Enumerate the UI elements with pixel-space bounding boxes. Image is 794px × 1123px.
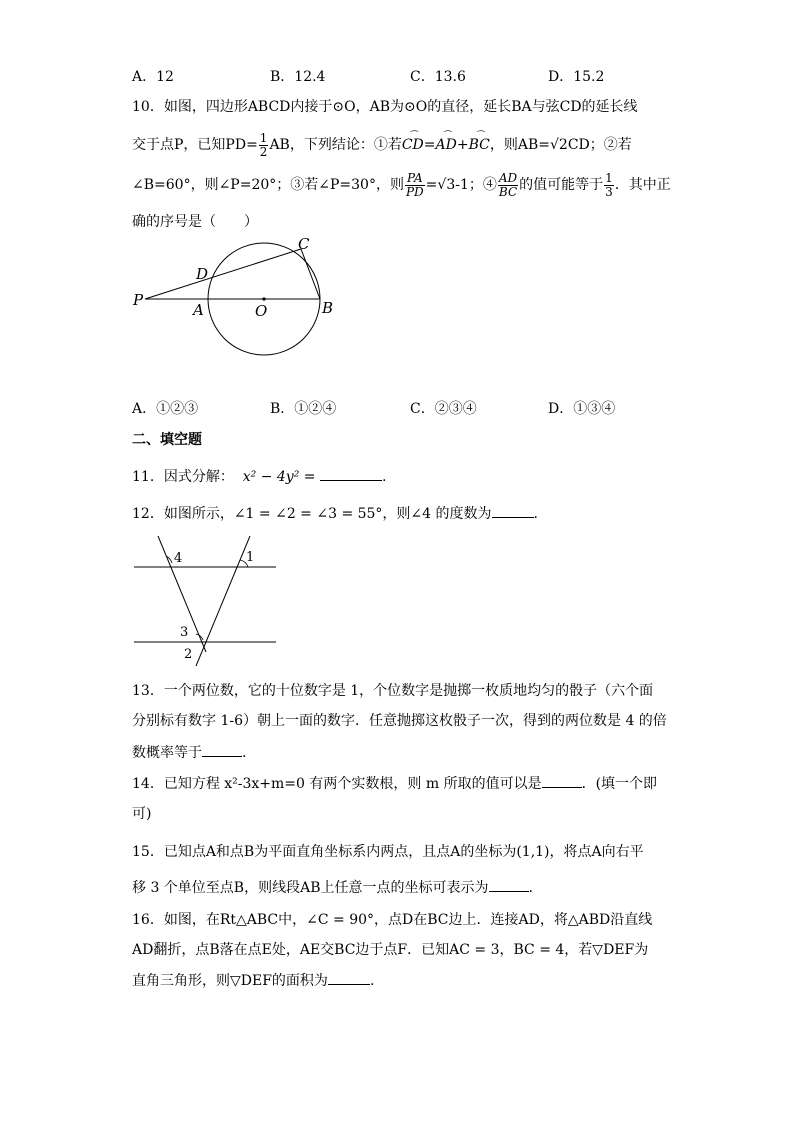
q15-answer-blank	[489, 877, 529, 892]
q11-expression: x² − 4y² =	[242, 469, 316, 485]
transversal-right	[196, 536, 250, 666]
arc-cd: ⌒ CD	[402, 128, 424, 162]
label-d: D	[196, 265, 209, 283]
q10-option-b: B．①②④	[270, 401, 337, 417]
q9-option-d: D．15.2	[548, 69, 605, 85]
label-angle-3: 3	[180, 625, 189, 640]
arc-bc: ⌒ BC	[469, 128, 490, 162]
fraction-pa-pd: $\frac{PA}{PD}$	[405, 170, 424, 199]
label-c: C	[298, 235, 310, 253]
q16-line3: 直角三角形，则▽DEF的面积为 .	[132, 970, 374, 991]
q13-line1: 13．一个两位数，它的十位数字是 1，个位数字是抛掷一枚质地均匀的骰子（六个面	[132, 683, 654, 699]
q11: 11．因式分解： x² − 4y² = .	[132, 466, 386, 487]
q16-line2: AD翻折，点B落在点E处，AE交BC边于点F．已知AC = 3，BC = 4，若▽DEF为	[132, 942, 649, 958]
label-angle-4: 4	[174, 551, 183, 566]
q10-line2: 交于点P，已知PD= $\frac{1}{2}$ AB，下列结论：①若⌒ CD=⌒ AD+⌒ BC，则AB=√2CD；②若	[132, 128, 632, 162]
fraction-ad-bc: $\frac{AD}{BC}$	[498, 170, 518, 199]
label-b: B	[322, 299, 334, 317]
q13-line2: 分别标有数字 1-6）朝上一面的数字．任意抛掷这枚骰子一次，得到的两位数是 4 的倍	[132, 713, 667, 729]
q16-answer-blank	[328, 970, 370, 985]
q12: 12．如图所示，∠1 = ∠2 = ∠3 = 55°，则∠4 的度数为 .	[132, 503, 538, 524]
q10-line1: 10．如图，四边形ABCD内接于⊙O，AB为⊙O的直径，延长BA与弦CD的延长线	[132, 99, 638, 115]
q10-line2-d: CD；②若	[567, 137, 632, 153]
q10-option-a: A．①②③	[132, 401, 199, 417]
q12-answer-blank	[492, 503, 534, 518]
section-heading-fill-in: 二、填空题	[132, 432, 202, 448]
label-angle-1: 1	[246, 550, 255, 565]
q10-option-c: C．②③④	[410, 401, 477, 417]
line-cb	[301, 249, 320, 299]
q16-line1: 16．如图，在Rt△ABC中，∠C = 90°，点D在BC边上．连接AD，将△ABD沿直线	[132, 912, 653, 928]
q13-answer-blank	[202, 742, 242, 757]
fraction-third: $\frac{1}{3}$	[605, 170, 613, 199]
q15-line2: 移 3 个单位至点B，则线段AB上任意一点的坐标可表示为 .	[132, 877, 533, 898]
q11-answer-blank	[320, 466, 382, 481]
label-p: P	[133, 291, 144, 309]
q10-line2-a: 交于点P，已知PD=	[132, 137, 258, 153]
label-angle-2: 2	[184, 647, 193, 662]
q14-line1: 14．已知方程 x²-3x+m=0 有两个实数根，则 m 所取的值可以是 ．(填一个即	[132, 773, 657, 794]
q14-answer-blank	[542, 773, 582, 788]
q10-line4: 确的序号是（ ）	[132, 214, 258, 230]
q15-line1: 15．已知点A和点B为平面直角坐标系内两点，且点A的坐标为(1,1)，将点A向右平	[132, 844, 644, 860]
q9-option-a: A．12	[132, 69, 174, 85]
figure-circle-quadrilateral	[125, 235, 345, 365]
sqrt-2: √2	[550, 137, 568, 153]
q10-line3-a: ∠B=60°，则∠P=20°；③若∠P=30°，则	[132, 177, 404, 193]
q10-line2-b: AB，下列结论：①若	[269, 137, 402, 153]
sqrt-3: √3	[437, 177, 456, 193]
q14-line2: 可)	[132, 806, 152, 822]
label-a: A	[193, 301, 204, 319]
q10-line2-c: ，则AB=	[489, 137, 550, 153]
q10-option-d: D．①③④	[548, 401, 616, 417]
figure-parallel-lines-angles	[130, 534, 280, 670]
fraction-half: $\frac{1}{2}$	[259, 130, 268, 159]
q10-line3: ∠B=60°，则∠P=20°；③若∠P=30°，则 $\frac{PA}{PD}$ =√3-1；④ $\frac{AD}{BC}$ 的值可能等于 $\frac{1}{3}$ ．其中正	[132, 170, 671, 199]
label-o: O	[255, 302, 268, 320]
arc-ad: ⌒ AD	[436, 128, 457, 162]
center-dot	[262, 297, 265, 300]
q9-option-c: C．13.6	[410, 69, 466, 85]
q13-line3: 数概率等于 .	[132, 742, 246, 763]
line-pc	[145, 249, 301, 299]
q9-option-b: B．12.4	[270, 69, 326, 85]
